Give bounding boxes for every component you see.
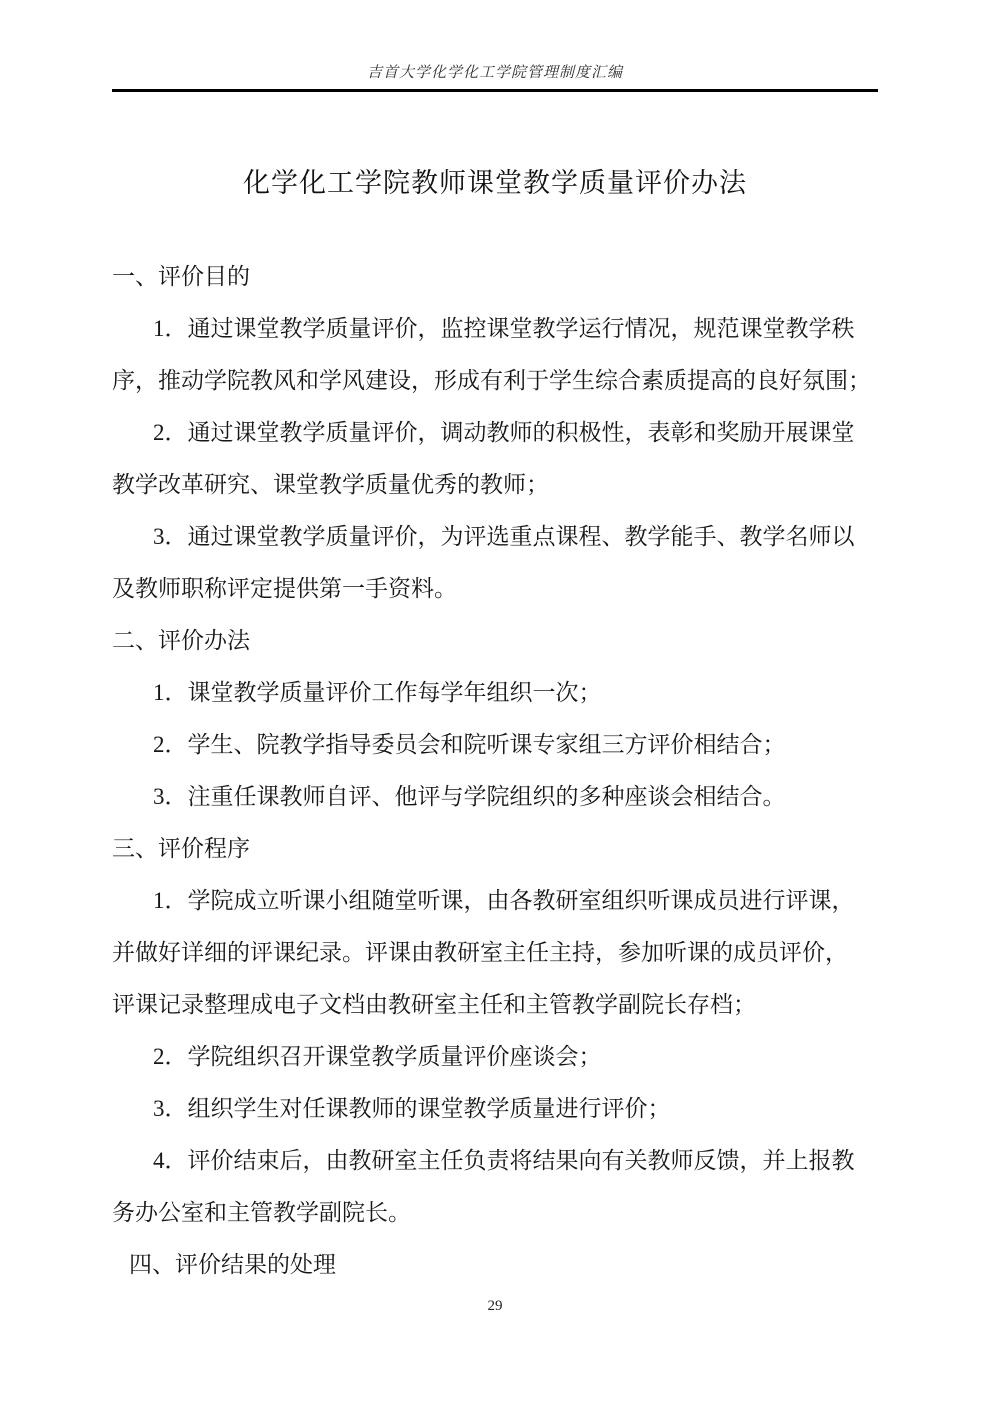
- header-divider: [112, 89, 878, 92]
- document-body: [112, 251, 878, 1291]
- section-heading: 一、评价目的: [112, 264, 250, 289]
- paragraph-line: 序，推动学院教风和学风建设，形成有利于学生综合素质提高的良好氛围；: [112, 368, 871, 393]
- paragraph-line: 及教师职称评定提供第一手资料。: [112, 576, 457, 601]
- list-item-line: 4．评价结束后，由教研室主任负责将结果向有关教师反馈，并上报教: [153, 1148, 855, 1173]
- paragraph-line: 务办公室和主管教学副院长。: [112, 1200, 411, 1225]
- list-item-line: 1．通过课堂教学质量评价，监控课堂教学运行情况，规范课堂教学秩: [153, 316, 855, 341]
- list-item-line: 3．通过课堂教学质量评价，为评选重点课程、教学能手、教学名师以: [153, 524, 855, 549]
- list-item-line: 2．学院组织召开课堂教学质量评价座谈会；: [153, 1044, 602, 1069]
- section-heading: 四、评价结果的处理: [129, 1252, 336, 1277]
- page-header-text: 吉首大学化学化工学院管理制度汇编: [366, 65, 623, 81]
- list-item-line: 2．通过课堂教学质量评价，调动教师的积极性，表彰和奖励开展课堂: [153, 420, 855, 445]
- section-heading: 二、评价办法: [112, 628, 250, 653]
- document-title: 化学化工学院教师课堂教学质量评价办法: [243, 168, 747, 198]
- list-item-line: 1．课堂教学质量评价工作每学年组织一次；: [153, 680, 602, 705]
- paragraph-line: 教学改革研究、课堂教学质量优秀的教师；: [112, 472, 549, 497]
- list-item-line: 3．注重任课教师自评、他评与学院组织的多种座谈会相结合。: [153, 784, 786, 809]
- list-item-line: 1．学院成立听课小组随堂听课，由各教研室组织听课成员进行评课，: [153, 888, 855, 913]
- section-heading: 三、评价程序: [112, 836, 250, 861]
- list-item-line: 2．学生、院教学指导委员会和院听课专家组三方评价相结合；: [153, 732, 786, 757]
- paragraph-line: 并做好详细的评课纪录。评课由教研室主任主持，参加听课的成员评价，: [112, 940, 848, 965]
- page-number: 29: [487, 1298, 503, 1314]
- paragraph-line: 评课记录整理成电子文档由教研室主任和主管教学副院长存档；: [112, 992, 756, 1017]
- list-item-line: 3．组织学生对任课教师的课堂教学质量进行评价；: [153, 1096, 671, 1121]
